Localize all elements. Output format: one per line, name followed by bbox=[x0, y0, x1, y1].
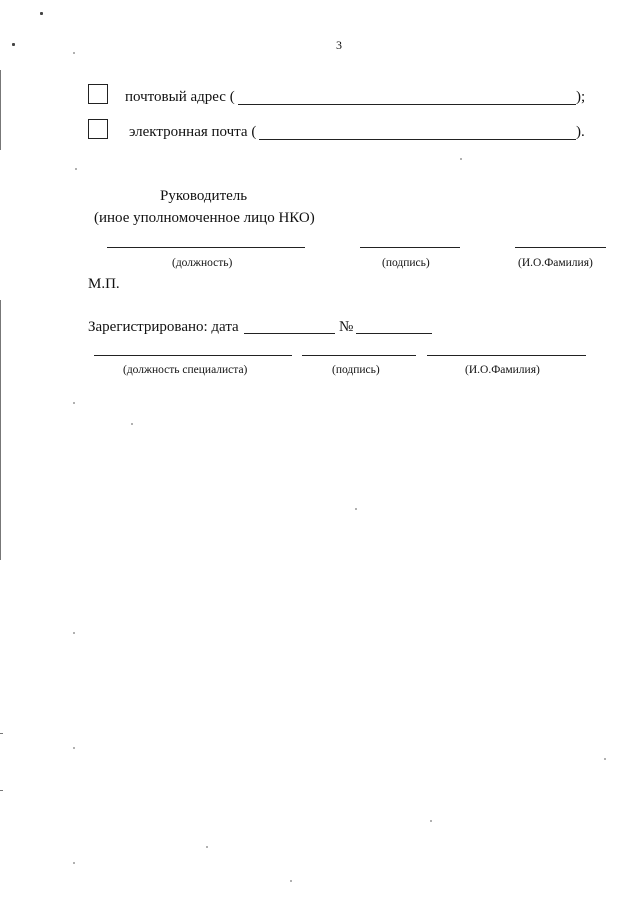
scan-edge-mark bbox=[0, 790, 3, 791]
postal-address-checkbox[interactable] bbox=[88, 84, 108, 104]
registration-signature-line[interactable] bbox=[302, 355, 416, 356]
registration-signature-caption: (подпись) bbox=[332, 364, 380, 376]
registration-name-caption: (И.О.Фамилия) bbox=[465, 364, 540, 376]
scan-speck bbox=[604, 758, 606, 760]
seal-label: М.П. bbox=[88, 276, 120, 292]
signatory-name-line[interactable] bbox=[515, 247, 606, 248]
scan-edge-mark bbox=[0, 300, 1, 560]
registration-position-caption: (должность специалиста) bbox=[123, 364, 248, 376]
registration-date-field[interactable] bbox=[244, 333, 335, 334]
scan-edge-mark bbox=[0, 70, 1, 150]
signatory-title: Руководитель bbox=[160, 188, 248, 204]
scan-speck bbox=[206, 846, 208, 848]
scan-speck bbox=[430, 820, 432, 822]
signatory-signature-line[interactable] bbox=[360, 247, 460, 248]
email-field[interactable] bbox=[259, 139, 576, 140]
registration-number-label: № bbox=[339, 319, 354, 335]
page-number: 3 bbox=[336, 38, 342, 52]
signatory-position-caption: (должность) bbox=[172, 257, 233, 269]
registration-number-field[interactable] bbox=[356, 333, 432, 334]
scan-speck bbox=[73, 402, 75, 404]
scan-edge-mark bbox=[0, 733, 3, 734]
scan-speck bbox=[73, 632, 75, 634]
email-closing: ). bbox=[576, 124, 585, 140]
scan-speck bbox=[73, 52, 75, 54]
postal-address-field[interactable] bbox=[238, 104, 576, 105]
registration-date-label: Зарегистрировано: дата bbox=[88, 319, 239, 335]
signatory-name-caption: (И.О.Фамилия) bbox=[518, 257, 593, 269]
signatory-signature-caption: (подпись) bbox=[382, 257, 430, 269]
scan-speck bbox=[460, 158, 462, 160]
registration-name-line[interactable] bbox=[427, 355, 586, 356]
scan-speck bbox=[290, 880, 292, 882]
postal-address-closing: ); bbox=[576, 89, 586, 105]
scan-speck bbox=[131, 423, 133, 425]
registration-position-line[interactable] bbox=[94, 355, 292, 356]
scan-speck bbox=[73, 747, 75, 749]
signatory-subtitle: (иное уполномоченное лицо НКО) bbox=[94, 210, 315, 226]
email-checkbox[interactable] bbox=[88, 119, 108, 139]
signatory-position-line[interactable] bbox=[107, 247, 305, 248]
scan-speck bbox=[355, 508, 357, 510]
postal-address-label: почтовый адрес ( bbox=[125, 89, 235, 105]
scan-speck bbox=[40, 12, 43, 15]
scan-speck bbox=[75, 168, 77, 170]
scan-speck bbox=[12, 43, 15, 46]
email-label: электронная почта ( bbox=[129, 124, 257, 140]
scan-speck bbox=[73, 862, 75, 864]
